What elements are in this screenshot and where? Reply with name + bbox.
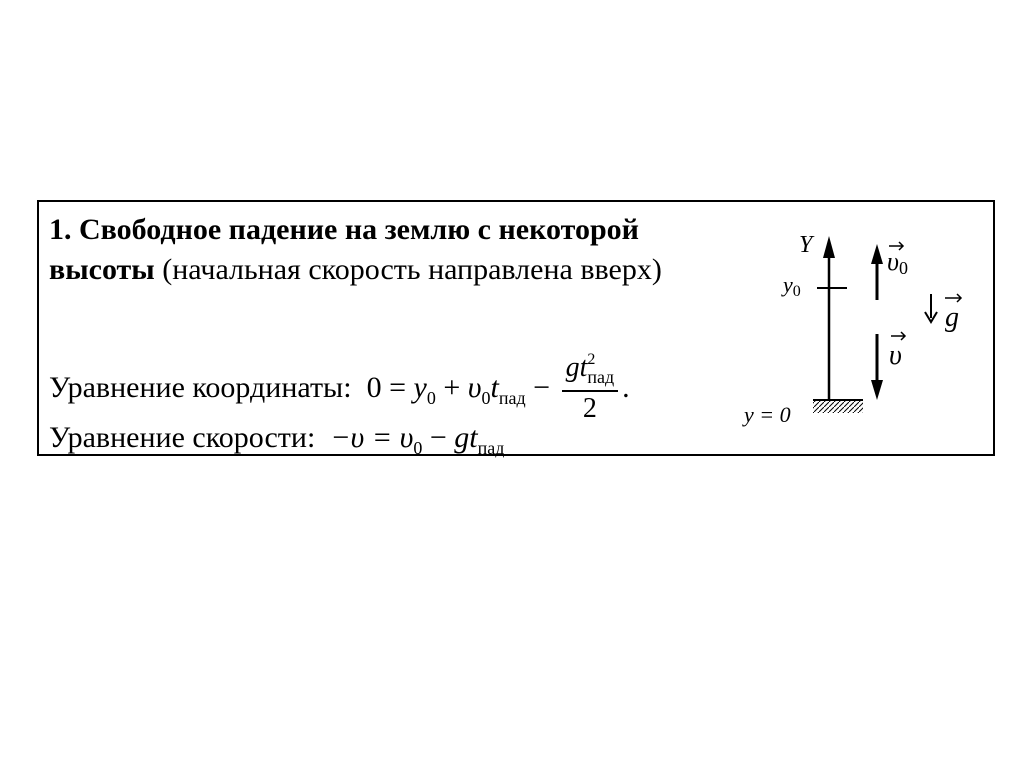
g-label: g: [945, 302, 959, 333]
velocity-equation-label: Уравнение скорости:: [49, 421, 316, 454]
content-frame: [37, 200, 995, 456]
v-vector-bar: [891, 332, 905, 340]
heading-bold: 1. Свободное падение на землю с некоторой высоты: [49, 213, 639, 286]
v-label: υ: [889, 340, 902, 371]
coordinate-equation-lhs: 0 =: [366, 370, 406, 404]
y-axis-arrowhead: [823, 236, 835, 258]
velocity-equation: [49, 418, 504, 461]
heading-normal: (начальная скорость направлена вверх): [154, 253, 662, 286]
v0-label: υ0: [887, 247, 908, 278]
free-fall-diagram: [739, 222, 989, 452]
coordinate-equation: [49, 351, 630, 424]
coordinate-equation-label: Уравнение координаты:: [49, 370, 352, 404]
velocity-v0: $\upsilon_0$: [399, 421, 423, 458]
coordinate-period: .: [622, 370, 630, 404]
ground-hatch: [813, 401, 863, 413]
y0-label: y0: [783, 272, 801, 300]
fraction-numerator: $gt^2_{пад}$: [562, 350, 619, 392]
coordinate-y0: $y_0$: [413, 370, 436, 408]
y-axis-label: Y: [799, 232, 813, 258]
coordinate-t-fall: $t_{пад}$: [490, 370, 526, 408]
v0-arrowhead: [871, 244, 883, 264]
velocity-minus: −: [422, 421, 455, 454]
g-vector-bar: [945, 294, 961, 302]
fraction-denominator: 2: [582, 393, 597, 424]
coordinate-v0: $\upsilon_0$: [467, 370, 491, 408]
coordinate-plus: +: [435, 370, 468, 404]
heading: [49, 210, 699, 290]
coordinate-fraction: [562, 350, 619, 426]
velocity-lhs: −υ =: [330, 421, 400, 454]
coordinate-minus: −: [525, 370, 558, 404]
velocity-gt: $gt_{пад}$: [454, 421, 505, 458]
ground-label: y = 0: [744, 402, 791, 427]
v-arrowhead: [871, 380, 883, 400]
